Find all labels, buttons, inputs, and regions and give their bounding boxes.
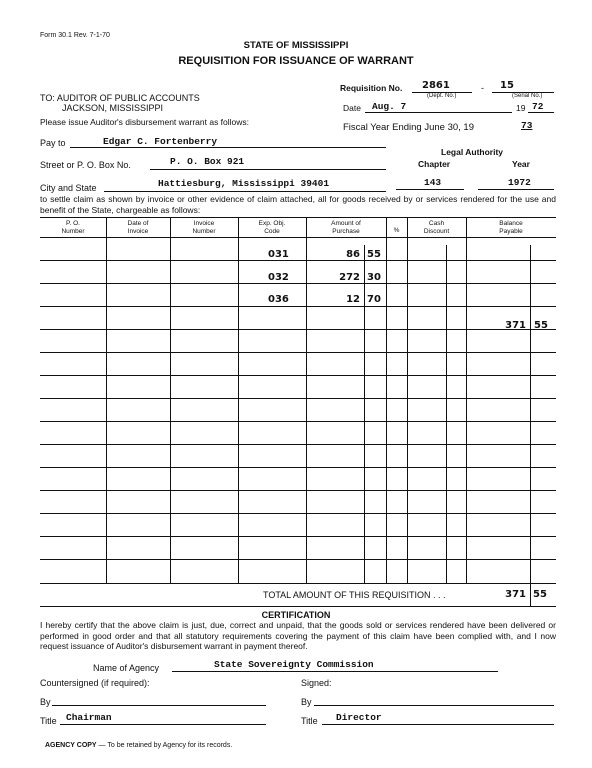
chapter-label: Chapter	[418, 159, 451, 169]
row-3-code: 036	[268, 294, 289, 305]
date-year-line	[528, 112, 554, 113]
serial-caption: (Serial No.)	[512, 93, 543, 99]
header-cash-discount: Cash Discount	[423, 220, 450, 235]
year-label: Year	[512, 159, 530, 169]
right-by-line	[314, 705, 554, 706]
chapter-line	[396, 189, 464, 190]
city-value: Hattiesburg, Mississippi 39401	[158, 178, 330, 189]
right-title-line	[322, 724, 554, 725]
legal-authority-title: Legal Authority	[441, 147, 504, 157]
street-line	[150, 169, 386, 170]
dept-no-value: 2861	[422, 80, 450, 91]
header-amount-of-purchase: Amount of Purchase	[331, 220, 361, 235]
pay-to-value: Edgar C. Fortenberry	[103, 136, 218, 147]
year-value: 1972	[508, 177, 531, 188]
pay-to-line	[70, 147, 386, 148]
street-label: Street or P. O. Box No.	[40, 160, 131, 170]
total-label: TOTAL AMOUNT OF THIS REQUISITION . . .	[263, 590, 446, 600]
header-po-number: P. O. Number	[61, 220, 85, 235]
addressee-city: JACKSON, MISSISSIPPI	[62, 103, 164, 113]
row-1-amount: 86	[346, 249, 360, 260]
header-date-of-invoice: Date of Invoice	[127, 220, 149, 235]
form-title: REQUISITION FOR ISSUANCE OF WARRANT	[178, 55, 414, 67]
right-by-label: By	[301, 697, 312, 707]
row-1-code: 031	[268, 249, 289, 260]
header-balance-payable: Balance Payable	[499, 220, 523, 235]
left-title-value: Chairman	[66, 712, 112, 723]
row-2-code: 032	[268, 272, 289, 283]
state-heading: STATE OF MISSISSIPPI	[243, 40, 349, 51]
row-1-cents: 55	[367, 249, 381, 260]
agency-line	[172, 671, 498, 672]
left-title-label: Title	[40, 716, 57, 726]
balance-amount: 371	[505, 320, 526, 331]
balance-cents: 55	[534, 320, 548, 331]
signed-label: Signed:	[301, 678, 332, 688]
chapter-value: 143	[424, 177, 442, 188]
fiscal-year-label: Fiscal Year Ending June 30, 19	[343, 122, 474, 133]
date-label: Date	[343, 103, 361, 113]
settle-text: to settle claim as shown by invoice or other evidence of claim attached, all for goods received by or services rendered for the use and benefit of the State, chargeable as follows:	[40, 194, 556, 215]
serial-no-value: 15	[500, 80, 514, 91]
date-line	[365, 112, 512, 113]
street-value: P. O. Box 921	[170, 156, 245, 167]
agency-value: State Sovereignty Commission	[214, 659, 374, 670]
countersigned-label: Countersigned (if required):	[40, 678, 150, 688]
row-2-amount: 272	[339, 272, 360, 283]
date-year-prefix: 19	[516, 103, 526, 113]
header-exp-obj-code: Exp. Obj. Code	[258, 220, 286, 235]
dept-caption: (Dept. No.)	[427, 93, 457, 99]
form-number: Form 30.1 Rev. 7-1-70	[40, 32, 110, 39]
date-year-value: 72	[532, 101, 544, 112]
instruction-text: Please issue Auditor's disbursement warrant as follows:	[40, 117, 250, 127]
agency-label: Name of Agency	[93, 663, 160, 673]
pay-to-label: Pay to	[40, 138, 66, 148]
date-value: Aug. 7	[372, 101, 407, 112]
right-title-value: Director	[336, 712, 382, 723]
footer-note	[45, 742, 232, 749]
total-cents: 55	[533, 589, 547, 600]
left-by-line	[52, 705, 266, 706]
certification-title: CERTIFICATION	[261, 610, 331, 620]
year-line	[478, 189, 554, 190]
fiscal-year-value: 73	[521, 120, 533, 131]
left-by-label: By	[40, 697, 51, 707]
requisition-label: Requisition No.	[340, 83, 403, 93]
requisition-dash: -	[481, 83, 484, 93]
row-3-cents: 70	[367, 294, 381, 305]
left-title-line	[60, 724, 266, 725]
total-amount: 371	[505, 589, 526, 600]
city-label: City and State	[40, 183, 97, 193]
agency-copy-note: — To be retained by Agency for its records.	[96, 742, 233, 749]
row-2-cents: 30	[367, 272, 381, 283]
right-title-label: Title	[301, 716, 318, 726]
city-line	[104, 191, 386, 192]
row-3-amount: 12	[346, 294, 360, 305]
header-invoice-number: Invoice Number	[192, 220, 216, 235]
addressee-to: TO: AUDITOR OF PUBLIC ACCOUNTS	[40, 93, 200, 103]
certification-text: I hereby certify that the above claim is just, due, correct and unpaid, that the goods sold or services rendered have been delivered or performed in good order and that all statutory requirements covering the payment of this claim have been complied with, and I now request issuance of Auditor's disbursement warrant in payment thereof.	[40, 620, 556, 651]
agency-copy-label: AGENCY COPY	[45, 742, 97, 749]
header-percent: %	[393, 227, 400, 234]
